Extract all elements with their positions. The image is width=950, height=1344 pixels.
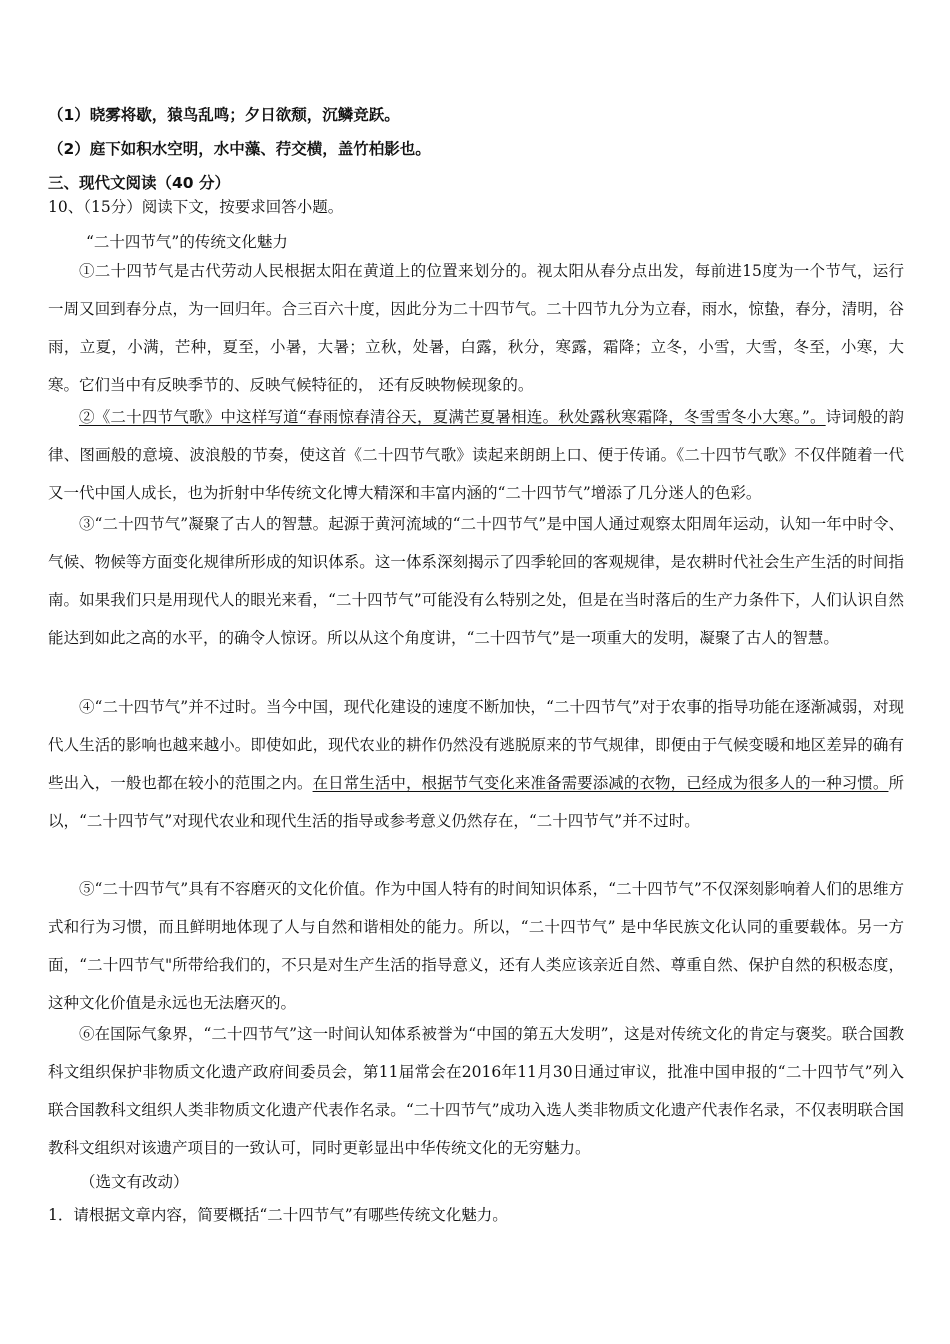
paragraph-5: ⑤“二十四节气”具有不容磨灭的文化价值。作为中国人特有的时间知识体系，“二十四节气”不仅深刻影响着人们的思维方式和行为习惯，而且鲜明地体现了人与自然和谐相处的能力。所以，“二十四节气” 是中华民族文化认同的重要载体。另一方面，“二十四节气"所带给我们的，不只是对生产生活的指导意义，还有人类应该亲近自然、尊重自然、保护自然的积极态度，这种文化价值是永远也无法磨灭的。	[48, 880, 904, 1012]
question-1: 1．请根据文章内容，简要概括“二十四节气”有哪些传统文化魅力。	[48, 1206, 508, 1224]
translation-sentence-2: （2）庭下如积水空明，水中藻、荇交横，盖竹柏影也。	[48, 140, 431, 158]
paragraph-4-text-start: ④“二十四节气”并不过时。当今中国，现代化建设的速度不断加快，“二十四节气”对于农事的指导功能在逐渐减弱，对现代人生活的影响也越来越小。即使如此，现代农业的耕作仍然没有逃脱原来的节气规律，即便由于气候变暖和地区差异的确有些出入，一般也都在较小的范围之内。	[48, 698, 904, 792]
question-instruction: 10、（15分）阅读下文，按要求回答小题。	[48, 198, 344, 216]
section-heading: 三、现代文阅读（40 分）	[48, 174, 230, 192]
paragraph-6: ⑥在国际气象界，“二十四节气”这一时间认知体系被誉为“中国的第五大发明”，这是对传统文化的肯定与褒奖。联合国教科文组织保护非物质文化遗产政府间委员会，第11届常会在2016年11月30日通过审议，批准中国申报的“二十四节气”列入联合国教科文组织人类非物质文化遗产代表作名录。“二十四节气”成功入选人类非物质文化遗产代表作名录，不仅表明联合国教科文组织对该遗产项目的一致认可，同时更彰显出中华传统文化的无穷魅力。	[48, 1025, 904, 1157]
paragraph-4-underlined: 在日常生活中，根据节气变化来准备需要添减的衣物，已经成为很多人的一种习惯。	[312, 774, 889, 792]
source-note: （选文有改动）	[80, 1173, 189, 1191]
paragraph-3: ③“二十四节气”凝聚了古人的智慧。起源于黄河流域的“二十四节气”是中国人通过观察太阳周年运动，认知一年中时令、气候、物候等方面变化规律所形成的知识体系。这一体系深刻揭示了四季轮回的客观规律，是农耕时代社会生产生活的时间指南。如果我们只是用现代人的眼光来看，“二十四节气”可能没有么特别之处，但是在当时落后的生产力条件下，人们认识自然能达到如此之高的水平，的确令人惊讶。所以从这个角度讲，“二十四节气”是一项重大的发明，凝聚了古人的智慧。	[48, 515, 904, 647]
paragraph-2-quote-underlined: ②《二十四节气歌》中这样写道“春雨惊春清谷天，夏满芒夏暑相连。秋处露秋寒霜降，冬雪雪冬小大寒。”。	[79, 408, 826, 426]
paragraph-4-text-end: 所以，“二十四节气”对现代农业和现代生活的指导或参考意义仍然存在，“二十四节气”并不过时。	[48, 774, 904, 830]
paragraph-4	[48, 688, 904, 840]
translation-sentence-1: （1）晓雾将歇，猿鸟乱鸣；夕日欲颓，沉鳞竞跃。	[48, 106, 400, 124]
paragraph-1: ①二十四节气是古代劳动人民根据太阳在黄道上的位置来划分的。视太阳从春分点出发，每前进15度为一个节气，运行一周又回到春分点，为一回归年。合三百六十度，因此分为二十四节气。二十四节九分为立春，雨水，惊蛰，春分，清明，谷雨，立夏，小满，芒种，夏至，小暑，大暑；立秋，处暑，白露，秋分，寒露，霜降；立冬，小雪，大雪，冬至，小寒，大寒。它们当中有反映季节的、反映气候特征的， 还有反映物候现象的。	[48, 262, 904, 394]
article-title: “二十四节气”的传统文化魅力	[86, 233, 288, 251]
paragraph-2	[48, 398, 904, 512]
paragraph-2-text: 诗词般的韵律、图画般的意境、波浪般的节奏，使这首《二十四节气歌》读起来朗朗上口、便于传诵。《二十四节气歌》不仅伴随着一代又一代中国人成长，也为折射中华传统文化博大精深和丰富内涵的“二十四节气”增添了几分迷人的色彩。	[48, 408, 904, 502]
